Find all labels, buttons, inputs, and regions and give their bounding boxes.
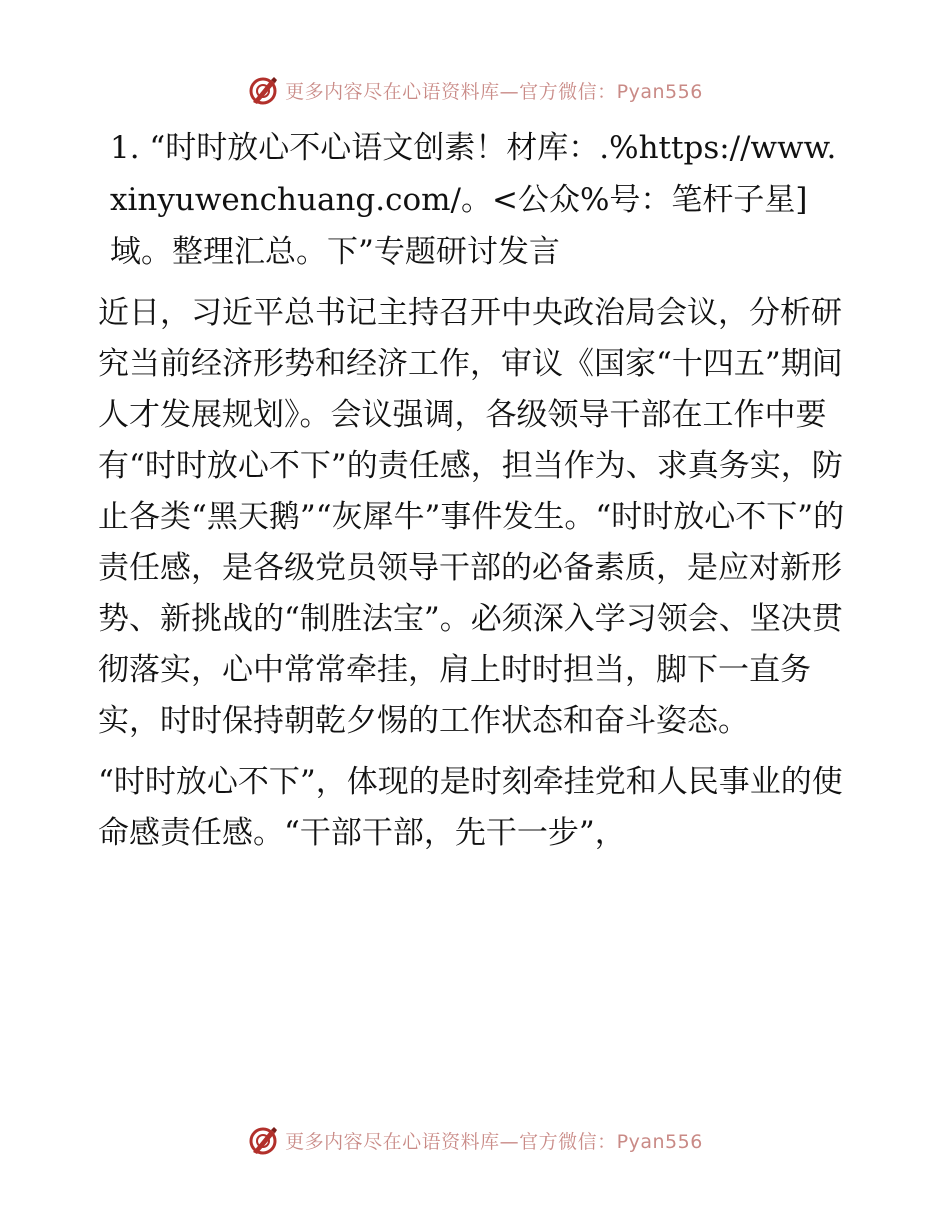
document-body xyxy=(98,112,850,859)
paragraph-2: “时时放心不下”，体现的是时刻牵挂党和人民事业的使命感责任感。“干部干部，先干一步”， xyxy=(98,764,843,851)
pen-circle-logo-icon xyxy=(247,74,279,106)
header-banner-inner xyxy=(247,74,703,106)
footer-banner-inner xyxy=(247,1124,703,1156)
pen-circle-logo-icon xyxy=(247,1124,279,1156)
document-title: 1. “时时放心不心语文创素！材库：.%https://www.xinyuwenchuang.com/。<公众%号：笔杆子星]域。整理汇总。下”专题研讨发言 xyxy=(110,130,837,270)
footer-banner-text: 更多内容尽在心语资料库—官方微信：Pyan556 xyxy=(285,1130,703,1153)
footer-banner xyxy=(0,1120,950,1160)
paragraph-1: 近日，习近平总书记主持召开中央政治局会议，分析研究当前经济形势和经济工作，审议《国家“十四五”期间人才发展规划》。会议强调，各级领导干部在工作中要有“时时放心不下”的责任感，担当作为、求真务实，防止各类“黑天鹅”“灰犀牛”事件发生。“时时放心不下”的责任感，是各级党员领导干部的必备素质，是应对新形势、新挑战的“制胜法宝”。必须深入学习领会、坚决贯彻落实，心中常常牵挂，肩上时时担当，脚下一直务实，时时保持朝乾夕惕的工作状态和奋斗姿态。 xyxy=(98,295,845,739)
header-banner xyxy=(0,70,950,110)
header-banner-text: 更多内容尽在心语资料库—官方微信：Pyan556 xyxy=(285,80,703,103)
